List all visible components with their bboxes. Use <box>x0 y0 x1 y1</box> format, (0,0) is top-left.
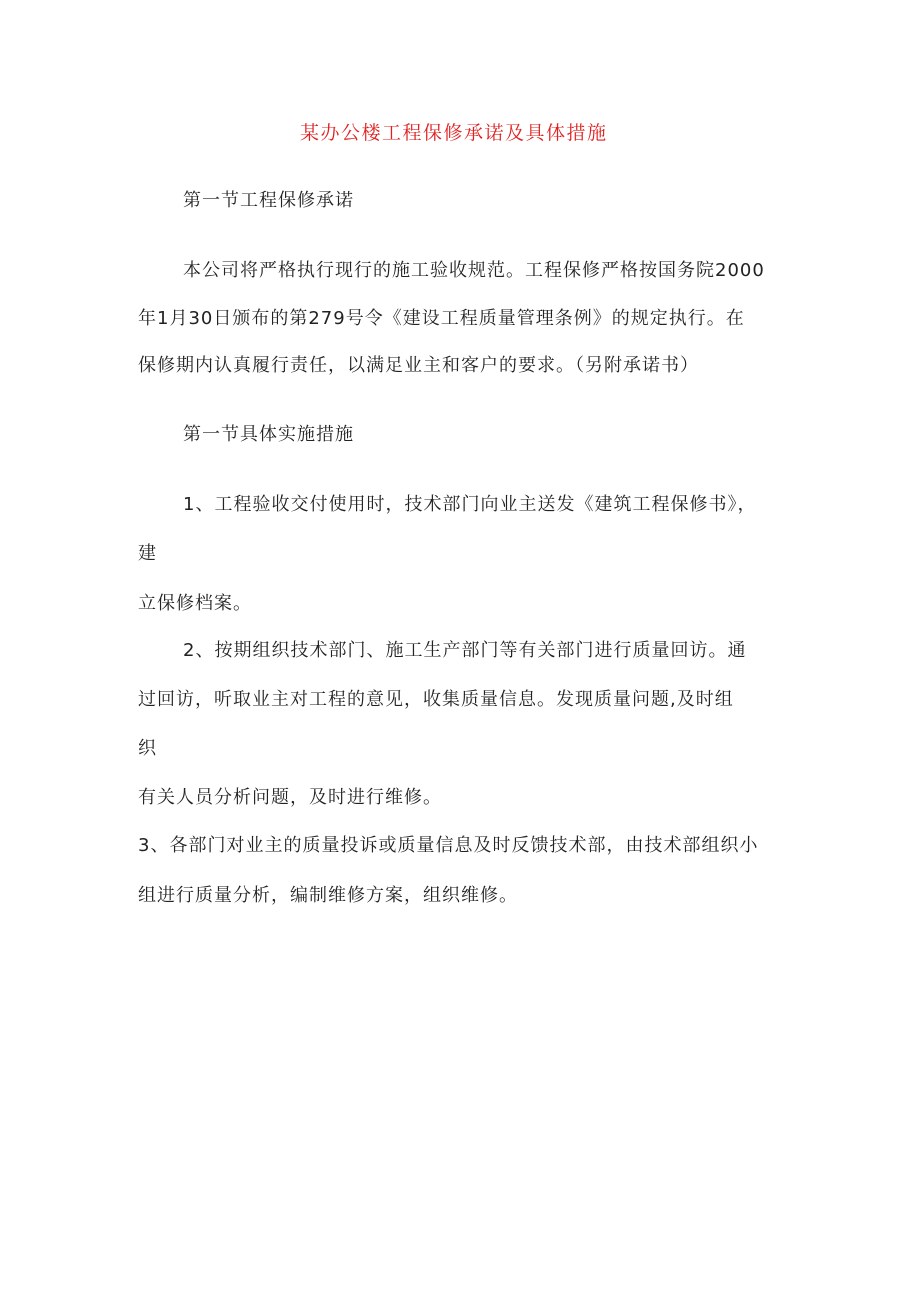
list-item-3-line: 组进行质量分析，编制维修方案，组织维修。 <box>138 885 518 906</box>
document-title: 某办公楼工程保修承诺及具体措施 <box>300 122 608 144</box>
list-item-2-line: 织 <box>138 738 157 759</box>
list-item-1-line: 建 <box>138 543 157 564</box>
list-item-2-line: 过回访，听取业主对工程的意见，收集质量信息。发现质量问题,及时组 <box>138 689 734 710</box>
list-item-1-line: 1、工程验收交付使用时，技术部门向业主送发《建筑工程保修书》， <box>183 494 757 515</box>
paragraph-line: 年1月30日颁布的第279号令《建设工程质量管理条例》的规定执行。在 <box>138 308 745 329</box>
list-item-1-line: 立保修档案。 <box>138 593 252 614</box>
section-heading-implementation-measures: 第一节具体实施措施 <box>183 424 354 445</box>
section-heading-warranty-commitment: 第一节工程保修承诺 <box>183 190 354 211</box>
list-item-3-line: 3、各部门对业主的质量投诉或质量信息及时反馈技术部，由技术部组织小 <box>138 835 759 856</box>
list-item-2-line: 2、按期组织技术部门、施工生产部门等有关部门进行质量回访。通 <box>183 640 747 661</box>
paragraph-line: 保修期内认真履行责任，以满足业主和客户的要求。（另附承诺书） <box>138 355 699 376</box>
list-item-2-line: 有关人员分析问题，及时进行维修。 <box>138 787 442 808</box>
paragraph-line: 本公司将严格执行现行的施工验收规范。工程保修严格按国务院2000 <box>183 260 765 281</box>
